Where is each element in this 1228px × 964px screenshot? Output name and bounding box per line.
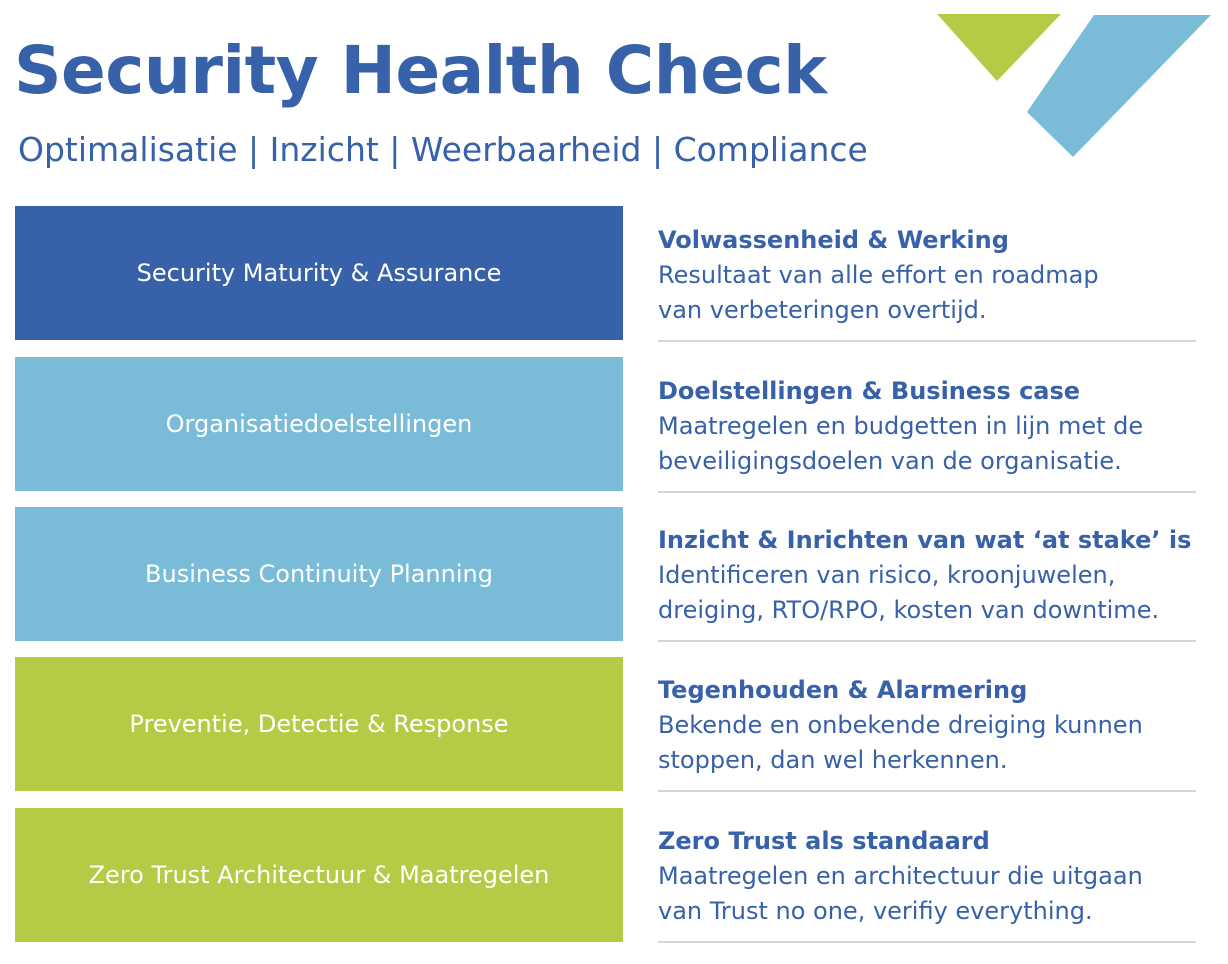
layer-box-organisatiedoelstellingen <box>15 357 623 491</box>
logo-green-triangle <box>937 14 1061 81</box>
layer-description-doelstellingen <box>658 359 1196 493</box>
description-line-1: Maatregelen en architectuur die uitgaan <box>658 862 1143 890</box>
description-line-2: beveiligingsdoelen van de organisatie. <box>658 447 1122 475</box>
description-line-2: stoppen, dan wel herkennen. <box>658 746 1008 774</box>
layer-label: Zero Trust Architectuur & Maatregelen <box>88 861 550 889</box>
brand-logo-icon <box>930 8 1220 168</box>
page-subtitle: Optimalisatie | Inzicht | Weerbaarheid | Compliance <box>18 130 868 169</box>
layer-box-zero-trust <box>15 808 623 942</box>
description-line-1: Bekende en onbekende dreiging kunnen <box>658 711 1143 739</box>
layer-box-preventie <box>15 657 623 791</box>
layer-label: Business Continuity Planning <box>145 560 493 588</box>
layer-label: Preventie, Detectie & Response <box>129 710 509 738</box>
layer-description-tegenhouden <box>658 658 1196 792</box>
description-line-2: van verbeteringen overtijd. <box>658 296 987 324</box>
layer-label: Organisatiedoelstellingen <box>165 410 473 438</box>
description-line-2: van Trust no one, verifiy everything. <box>658 897 1093 925</box>
description-line-1: Resultaat van alle effort en roadmap <box>658 261 1099 289</box>
layer-box-security-maturity <box>15 206 623 340</box>
layer-description-zero-trust <box>658 809 1196 943</box>
layer-label: Security Maturity & Assurance <box>136 259 502 287</box>
description-line-2: dreiging, RTO/RPO, kosten van downtime. <box>658 596 1160 624</box>
page-title: Security Health Check <box>14 32 827 109</box>
description-line-1: Maatregelen en budgetten in lijn met de <box>658 412 1144 440</box>
description-heading: Inzicht & Inrichten van wat ‘at stake’ is <box>658 526 1192 554</box>
layer-description-inzicht <box>658 508 1196 642</box>
description-heading: Volwassenheid & Werking <box>658 226 1009 254</box>
description-line-1: Identificeren van risico, kroonjuwelen, <box>658 561 1116 589</box>
description-heading: Doelstellingen & Business case <box>658 377 1081 405</box>
logo-blue-parallelogram <box>1027 15 1211 157</box>
description-heading: Tegenhouden & Alarmering <box>658 676 1028 704</box>
layer-box-business-continuity <box>15 507 623 641</box>
description-heading: Zero Trust als standaard <box>658 827 990 855</box>
layer-description-maturity <box>658 208 1196 342</box>
